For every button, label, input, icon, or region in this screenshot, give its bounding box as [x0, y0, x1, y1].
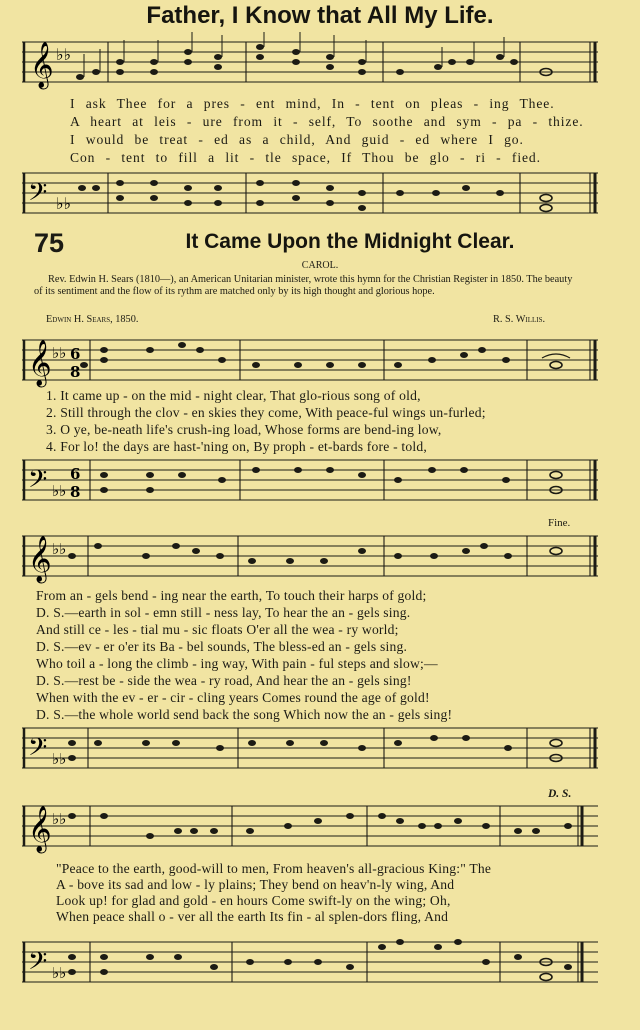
author-credit: Edwin H. Sears, 1850. [46, 314, 139, 325]
bass-staff-2 [0, 452, 640, 510]
svg-text:♭♭: ♭♭ [52, 750, 67, 768]
svg-text:𝄞: 𝄞 [28, 806, 52, 852]
svg-text:𝄞: 𝄞 [30, 42, 54, 88]
svg-text:𝄞: 𝄞 [28, 340, 52, 386]
treble-staff-3 [0, 528, 640, 586]
verse-b2-line3: A - bove its sad and low - ly plains; They bend on heav'n-ly wing, And [56, 877, 455, 892]
verse-b1-line1: 1. It came up - on the mid - night clear, That glo-rious song of old, [46, 388, 421, 403]
verse-b3-line2: Who toil a - long the climb - ing way, With pain - ful steps and slow;— [36, 656, 438, 671]
verse-b3-line1: 3. O ye, be-neath life's crush-ing load, Whose forms are bend-ing low, [46, 422, 442, 437]
bass-staff-1 [0, 165, 640, 223]
svg-text:𝄢: 𝄢 [28, 465, 48, 500]
verse-line-a4: Con - tent to fill a lit - tle space, If Thou be glo - ri - fied. [70, 150, 541, 165]
composer-credit: R. S. Willis. [493, 314, 546, 325]
svg-text:♭♭: ♭♭ [52, 540, 67, 558]
verse-b1-line2: From an - gels bend - ing near the earth, To touch their harps of gold; [36, 588, 427, 603]
treble-staff-1 [0, 32, 640, 92]
verse-b2-ds: D. S.—ev - er o'er its Ba - bel sounds, The bless-ed an - gels sing. [36, 639, 408, 654]
verse-line-a3: I would be treat - ed as a child, And guid - ed where I go. [70, 132, 524, 147]
svg-text:6: 6 [70, 465, 81, 483]
svg-text:♭♭: ♭♭ [52, 344, 67, 362]
verse-b2-line1: 2. Still through the clov - en skies they come, With peace-ful wings un-furled; [46, 405, 486, 420]
svg-text:♭♭: ♭♭ [52, 964, 67, 982]
verse-b4-line1: 4. For lo! the days are hast-'ning on, By proph - et-bards fore - told, [46, 439, 427, 454]
fine-marking: Fine. [548, 517, 571, 529]
verse-b4-line2: When with the ev - er - cir - cling years Comes round the age of gold! [36, 690, 430, 705]
svg-text:𝄢: 𝄢 [28, 178, 48, 213]
svg-text:♭♭: ♭♭ [52, 482, 67, 500]
svg-text:𝄞: 𝄞 [28, 536, 52, 582]
verse-b3-line3: Look up! for glad and gold - en hours Come swift-ly on the wing; Oh, [56, 893, 451, 908]
bass-staff-4 [0, 930, 640, 988]
verse-b3-ds: D. S.—rest be - side the wea - ry road, And hear the an - gels sing! [36, 673, 412, 688]
verse-b4-line3: When peace shall o - ver all the earth Its fin - al splen-dors fling, And [56, 909, 449, 924]
hymn-note: Rev. Edwin H. Sears (1810—), an American Unitarian minister, wrote this hymn for the Christian Register in 1850. The beauty of its sentiment and the flow of its rythm are matched only by its high thought and glorious hope. [34, 274, 573, 297]
svg-text:8: 8 [70, 363, 81, 381]
svg-text:𝄢: 𝄢 [28, 733, 48, 768]
hymn-number: 75 [34, 228, 65, 258]
svg-text:♭♭: ♭♭ [56, 45, 72, 64]
verse-b1-ds: D. S.—earth in sol - emn still - ness lay, To hear the an - gels sing. [36, 605, 411, 620]
treble-staff-4 [0, 798, 640, 856]
verse-b1-line3: "Peace to the earth, good-will to men, From heaven's all-gracious King:" The [56, 861, 492, 876]
verse-line-a1: I ask Thee for a pres - ent mind, In - tent on pleas - ing Thee. [70, 96, 555, 111]
svg-text:8: 8 [70, 483, 81, 501]
hymn-title-father: Father, I Know that All My Life. [146, 2, 494, 29]
svg-text:♭♭: ♭♭ [56, 194, 72, 213]
tune-name: CAROL. [301, 260, 339, 271]
verse-b4-ds: D. S.—the whole world send back the song Which now the an - gels sing! [36, 707, 453, 722]
bass-staff-3 [0, 720, 640, 778]
hymn-title-midnight: It Came Upon the Midnight Clear. [185, 230, 515, 253]
ds-marking: D. S. [548, 788, 572, 800]
treble-staff-2 [0, 328, 640, 388]
svg-text:♭♭: ♭♭ [52, 810, 67, 828]
svg-text:6: 6 [70, 345, 81, 363]
verse-b2-line2: And still ce - les - tial mu - sic floats O'er all the wea - ry world; [36, 622, 399, 637]
svg-text:𝄢: 𝄢 [28, 947, 48, 982]
verse-line-a2: A heart at leis - ure from it - self, To soothe and sym - pa - thize. [70, 114, 584, 129]
